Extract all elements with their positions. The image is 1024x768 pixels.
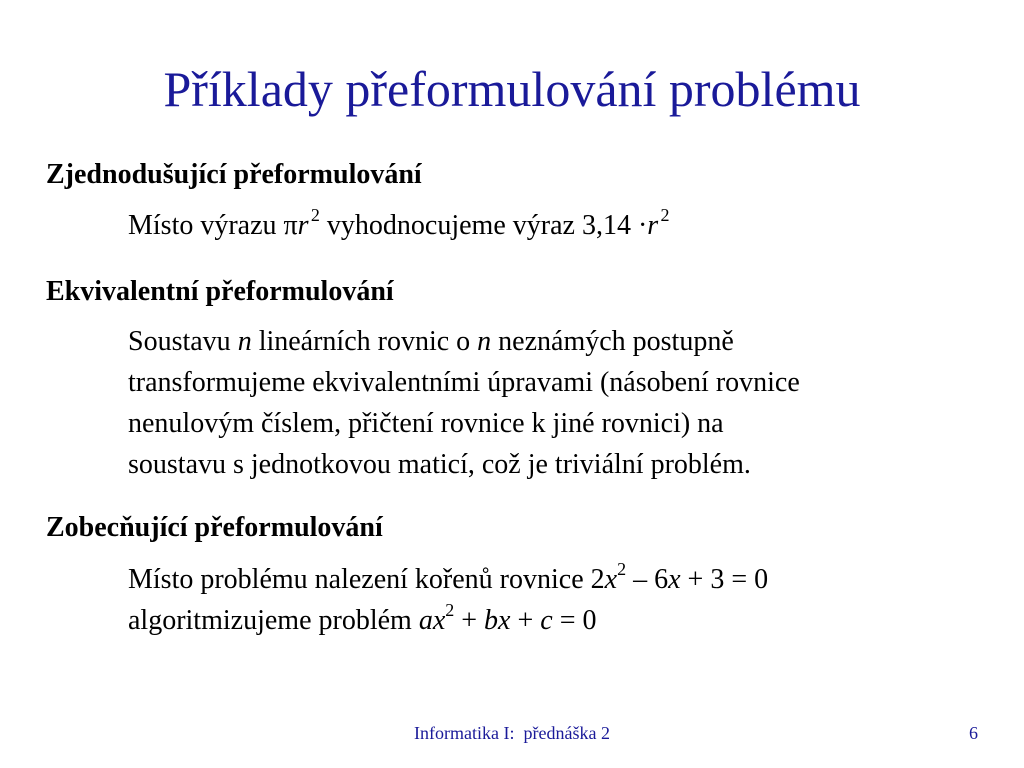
pi-symbol: π [283, 210, 298, 241]
text-run: algoritmizujeme problém [128, 605, 419, 636]
variable-x: x [668, 564, 681, 595]
variable-bx: bx [484, 605, 511, 636]
variable-n: n [477, 326, 492, 357]
text-run: lineárních rovnic o [251, 326, 478, 357]
exponent: 2 [445, 599, 455, 620]
text-run: + 3 = 0 [680, 564, 769, 595]
body-line [128, 205, 988, 246]
section-heading-equivalent: Ekvivalentní přeformulování [46, 276, 394, 307]
footer-course-label: Informatika I: přednáška 2 [414, 723, 610, 743]
text-run: Soustavu [128, 326, 238, 357]
text-run: + [454, 605, 485, 636]
text-run: – 6 [626, 564, 669, 595]
body-line: nenulovým číslem, přičtení rovnice k jiné rovnici) na [128, 408, 724, 439]
body-line: transformujeme ekvivalentními úpravami (násobení rovnice [128, 367, 800, 398]
page-number: 6 [969, 723, 978, 743]
text-run: + [510, 605, 541, 636]
exponent: 2 [660, 204, 670, 225]
section-body-simplifying [128, 205, 988, 246]
text-run: neznámých postupně [491, 326, 734, 357]
section-body-generalizing [128, 559, 988, 641]
variable-x: x [604, 564, 618, 595]
text-run: Místo výrazu [128, 210, 284, 241]
variable-ax: ax [418, 605, 446, 636]
slide-title: Příklady přeformulování problému [163, 61, 861, 117]
body-line: soustavu s jednotkovou maticí, což je triviální problém. [128, 449, 751, 480]
text-run: vyhodnocujeme výraz 3,14 [319, 210, 638, 241]
section-body-equivalent [128, 321, 988, 485]
section-heading-simplifying: Zjednodušující přeformulování [46, 159, 422, 190]
text-run: = 0 [552, 605, 597, 636]
variable-n: n [237, 326, 252, 357]
body-line [128, 559, 988, 600]
variable-c: c [540, 605, 553, 636]
exponent: 2 [310, 204, 320, 225]
multiplication-dot: · [637, 210, 648, 241]
section-heading-generalizing: Zobecňující přeformulování [46, 512, 383, 543]
body-line [128, 600, 988, 641]
body-line [128, 321, 988, 362]
exponent: 2 [617, 558, 627, 579]
variable-r: r [647, 210, 659, 241]
text-run: Místo problému nalezení kořenů rovnice 2 [128, 564, 605, 595]
variable-r: r [297, 210, 309, 241]
